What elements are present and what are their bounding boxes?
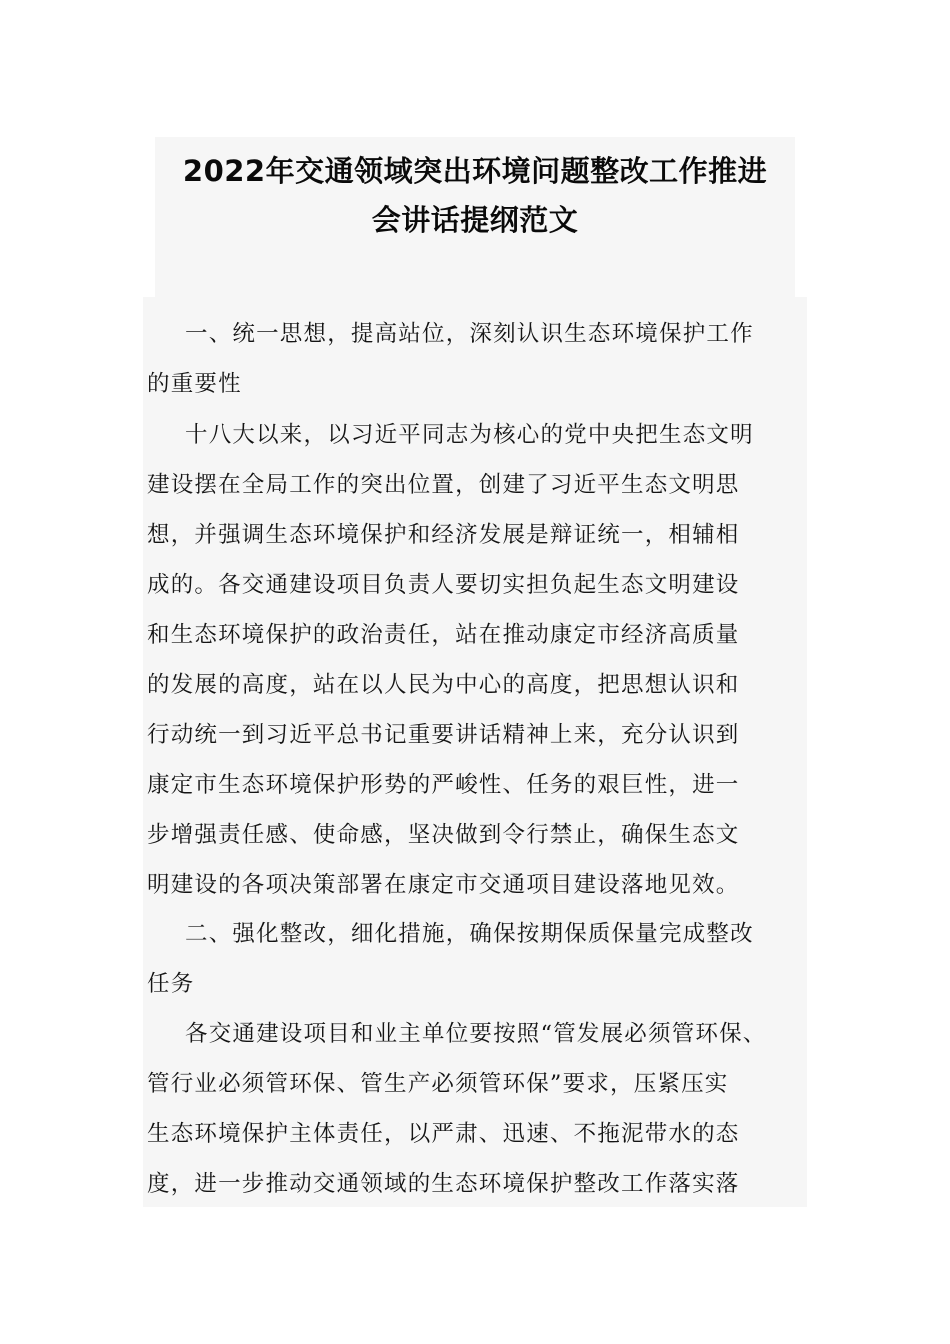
document-title (155, 137, 795, 297)
section-heading-1: 一、统一思想，提高站位，深刻认识生态环境保护工作 (185, 321, 754, 347)
title-line-2: 会讲话提纲范文 (371, 203, 579, 237)
paragraph-line: 建设摆在全局工作的突出位置，创建了习近平生态文明思 (147, 472, 740, 498)
paragraph-line: 明建设的各项决策部署在康定市交通项目建设落地见效。 (147, 872, 740, 898)
paragraph-line: 度，进一步推动交通领域的生态环境保护整改工作落实落 (147, 1171, 740, 1197)
paragraph-line: 十八大以来，以习近平同志为核心的党中央把生态文明 (185, 422, 754, 448)
paragraph-line: 步增强责任感、使命感，坚决做到令行禁止，确保生态文 (147, 822, 740, 848)
section-heading-2: 二、强化整改，细化措施，确保按期保质保量完成整改 (185, 921, 754, 947)
section-heading-2-cont: 任务 (147, 971, 195, 997)
title-line-1: 2022年交通领域突出环境问题整改工作推进 (182, 154, 768, 188)
paragraph-line: 各交通建设项目和业主单位要按照“管发展必须管环保、 (185, 1021, 767, 1047)
paragraph-line: 行动统一到习近平总书记重要讲话精神上来，充分认识到 (147, 722, 740, 748)
paragraph-line: 生态环境保护主体责任，以严肃、迅速、不拖泥带水的态 (147, 1121, 740, 1147)
paragraph-line: 康定市生态环境保护形势的严峻性、任务的艰巨性，进一 (147, 772, 740, 798)
paragraph-line: 想，并强调生态环境保护和经济发展是辩证统一，相辅相 (147, 522, 740, 548)
paragraph-line: 和生态环境保护的政治责任，站在推动康定市经济高质量 (147, 622, 740, 648)
document-body (143, 297, 807, 1207)
section-heading-1-cont: 的重要性 (147, 371, 242, 397)
paragraph-line: 成的。各交通建设项目负责人要切实担负起生态文明建设 (147, 572, 740, 598)
paragraph-line: 的发展的高度，站在以人民为中心的高度，把思想认识和 (147, 672, 740, 698)
paragraph-line: 管行业必须管环保、管生产必须管环保”要求，压紧压实 (147, 1071, 729, 1097)
